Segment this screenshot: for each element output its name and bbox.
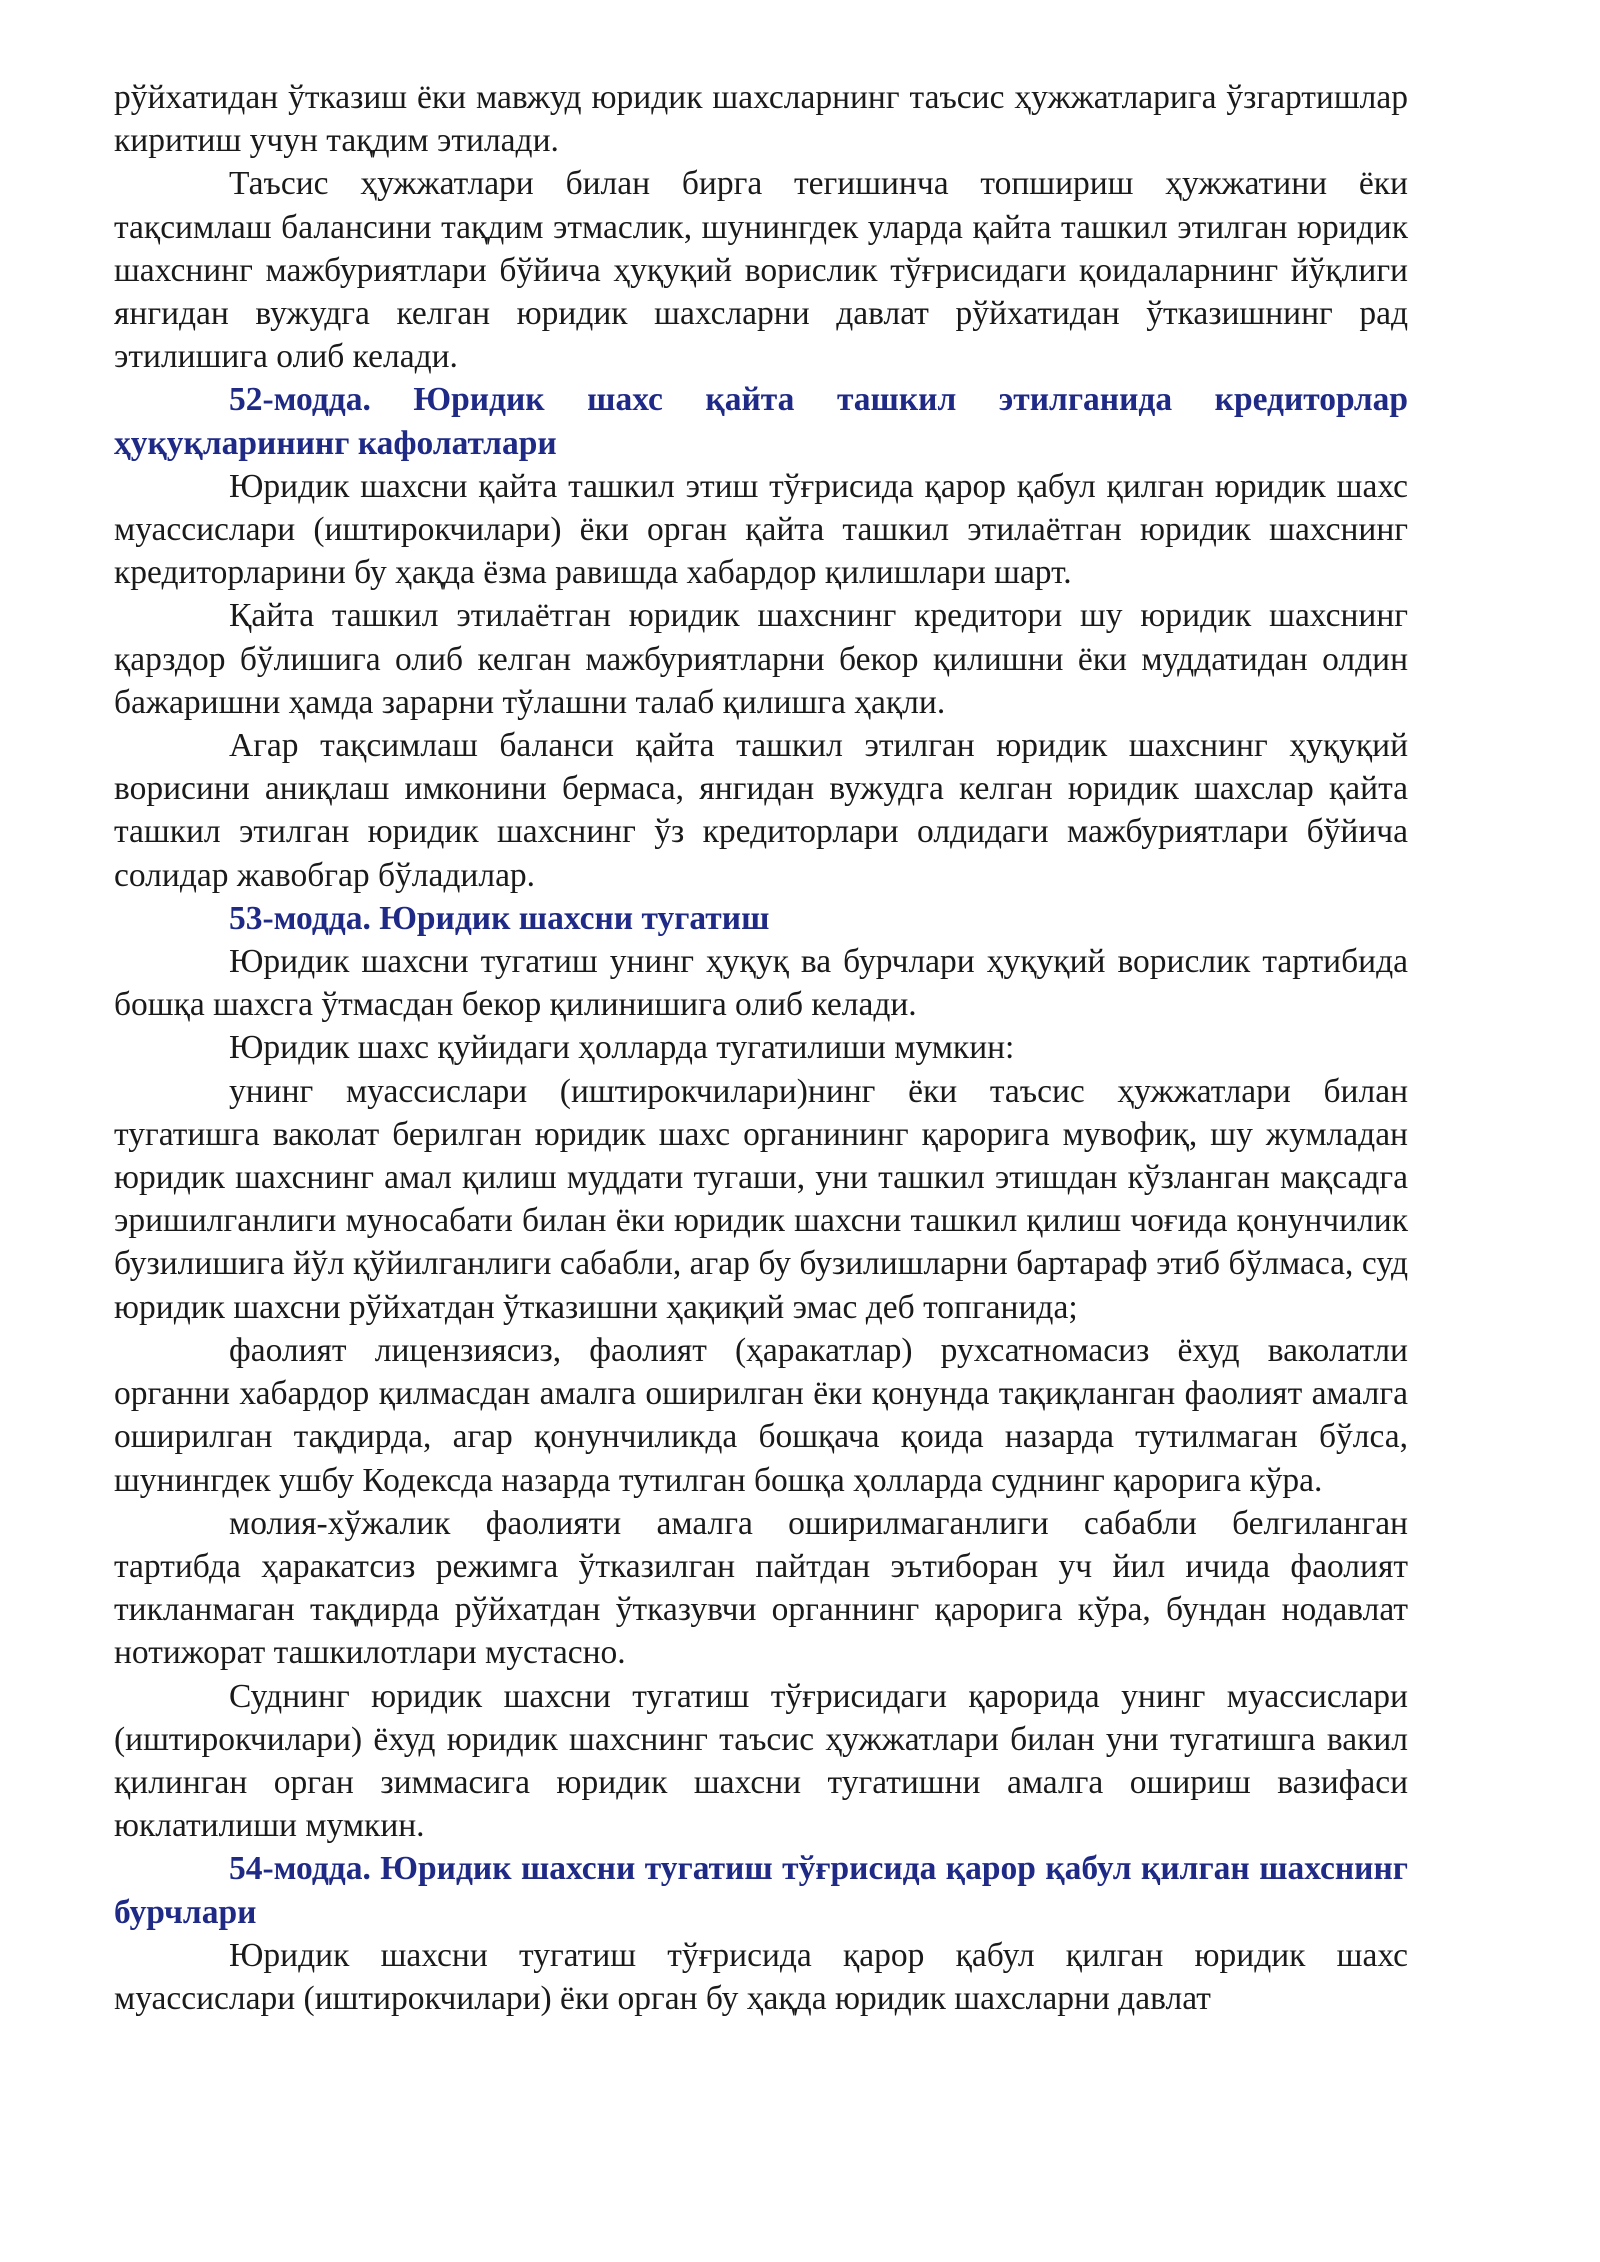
paragraph: Юридик шахсни тугатиш унинг ҳуқуқ ва бурчлари ҳуқуқий ворислик тартибида бошқа шахсга ўтмасдан бекор қилинишига олиб келади. bbox=[114, 943, 1408, 1024]
paragraph-continuation: рўйхатидан ўтказиш ёки мавжуд юридик шахсларнинг таъсис ҳужжатларига ўзгартишлар киритиш учун тақдим этилади. bbox=[114, 79, 1408, 160]
paragraph: унинг муассислари (иштирокчилари)нинг ёки таъсис ҳужжатлари билан тугатишга ваколат берилган юридик шахс органининг қарорига мувофиқ, шу жумладан юридик шахснинг амал қилиш муддати тугаши, уни ташкил этишдан кўзланган мақсадга эришилганлиги муносабати билан ёки юридик шахсни ташкил қилиш чоғида қонунчилик бузилишига йўл қўйилганлиги сабабли, агар бу бузилишларни бартараф этиб бўлмаса, суд юридик шахсни рўйхатдан ўтказишни ҳақиқий эмас деб топганида; bbox=[114, 1072, 1408, 1326]
paragraph: Юридик шахсни қайта ташкил этиш тўғрисида қарор қабул қилган юридик шахс муассислари (иштирокчилари) ёки орган қайта ташкил этилаётган юридик шахснинг кредиторларини бу ҳақда ёзма равишда хабардор қилишлари шарт. bbox=[114, 467, 1408, 592]
paragraph: Юридик шахс қуйидаги ҳолларда тугатилиши мумкин: bbox=[229, 1029, 1015, 1067]
paragraph: Агар тақсимлаш баланси қайта ташкил этилган юридик шахснинг ҳуқуқий ворисини аниқлаш имконини бермаса, янгидан вужудга келган юридик шахслар қайта ташкил этилган юридик шахснинг ўз кредиторлари олдидаги мажбуриятлари бўйича солидар жавобгар бўладилар. bbox=[114, 727, 1408, 894]
paragraph: молия-хўжалик фаолияти амалга оширилмаганлиги сабабли белгиланган тартибда ҳаракатсиз режимга ўтказилган пайтдан эътиборан уч йил ичида фаолият тикланмаган тақдирда рўйхатдан ўтказувчи органнинг қарорига кўра, бундан нодавлат нотижорат ташкилотлари мустасно. bbox=[114, 1504, 1408, 1672]
article-53-heading: 53-модда. Юридик шахсни тугатиш bbox=[229, 899, 770, 937]
article-54-heading: 54-модда. Юридик шахсни тугатиш тўғрисида қарор қабул қилган шахснинг бурчлари bbox=[114, 1850, 1408, 1931]
paragraph: Юридик шахсни тугатиш тўғрисида қарор қабул қилган юридик шахс муассислари (иштирокчилари) ёки орган бу ҳақда юридик шахсларни давлат bbox=[114, 1936, 1408, 2017]
paragraph: Суднинг юридик шахсни тугатиш тўғрисидаги қарорида унинг муассислари (иштирокчилари) ёхуд юридик шахснинг таъсис ҳужжатлари билан уни тугатишга вакил қилинган орган зиммасига юридик шахсни тугатишни амалга ошириш вазифаси юклатилиши мумкин. bbox=[114, 1677, 1408, 1845]
paragraph: Қайта ташкил этилаётган юридик шахснинг кредитори шу юридик шахснинг қарздор бўлишига олиб келган мажбуриятларни бекор қилишни ёки муддатидан олдин бажаришни ҳамда зарарни тўлашни талаб қилишга ҳақли. bbox=[114, 597, 1408, 721]
document-page bbox=[114, 76, 1408, 2020]
paragraph: фаолият лицензиясиз, фаолият (ҳаракатлар) рухсатномасиз ёхуд ваколатли органни хабардор қилмасдан амалга оширилган ёки қонунда тақиқланган фаолият амалга оширилган тақдирда, агар қонунчиликда бошқача қоида назарда тутилмаган бўлса, шунингдек ушбу Кодексда назарда тутилган бошқа ҳолларда суднинг қарорига кўра. bbox=[114, 1331, 1408, 1499]
paragraph: Таъсис ҳужжатлари билан бирга тегишинча топшириш ҳужжатини ёки тақсимлаш балансини тақдим этмаслик, шунингдек уларда қайта ташкил этилган юридик шахснинг мажбуриятлари бўйича ҳуқуқий ворислик тўғрисидаги қоидаларнинг йўқлиги янгидан вужудга келган юридик шахсларни давлат рўйхатидан ўтказишнинг рад этилишига олиб келади. bbox=[114, 165, 1408, 376]
article-52-heading: 52-модда. Юридик шахс қайта ташкил этилганида кредиторлар ҳуқуқларининг кафолатлари bbox=[114, 381, 1408, 462]
